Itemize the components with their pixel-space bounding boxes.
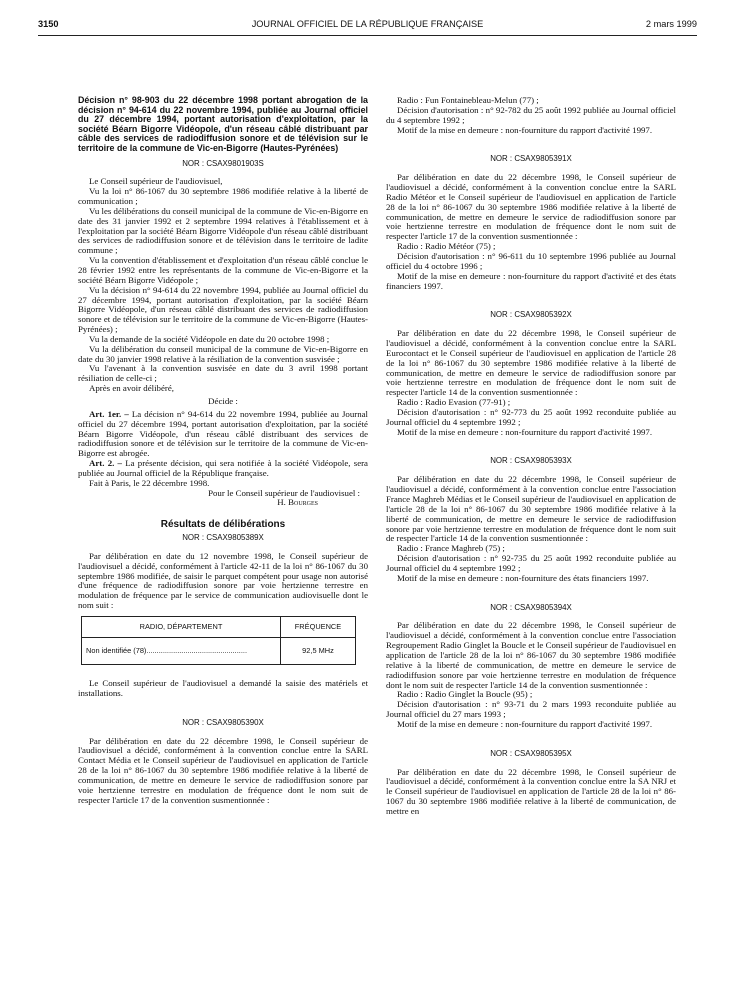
- entry-2-motif: Motif de la mise en demeure : non-fourniture du rapport d'activité 1997.: [397, 426, 653, 437]
- entry-2-body: Par délibération en date du 22 décembre 1998, le Conseil supérieur de l'audiovisuel a décidé, conformément à la convention conclue entre la SARL Eurocontact et le Conseil supérieur de l'audiovisuel en application de l'article 28 de la loi n° 86-1067 du 30 septembre 1986 modifiée relative à la liberté de communication, de mettre en demeure le service de radiodiffusion sonore par voie hertzienne terrestre en modulation de fréquence dont le nom suit de respecter l'article 14 de la convention susmentionnée :: [386, 328, 676, 398]
- article-1-label: Art. 1er. –: [89, 408, 129, 419]
- issue-date: 2 mars 1999: [645, 19, 697, 29]
- table-cell-frequency: 92,5 MHz: [281, 638, 356, 665]
- visa-7: Vu l'avenant à la convention susvisée en date du 3 avril 1998 portant résiliation de celle-ci ;: [78, 363, 368, 384]
- table-row: [82, 638, 356, 665]
- entry-0-auth: Décision d'autorisation : n° 92-782 du 25 août 1992 publiée au Journal officiel du 4 septembre 1992 ;: [386, 104, 676, 125]
- entry-2-radio: Radio : Radio Evasion (77-91) ;: [397, 397, 511, 408]
- entry-0-nor: NOR : CSAX9805390X: [182, 717, 264, 727]
- table-header-row: [82, 617, 356, 638]
- visa-4: Vu la décision n° 94-614 du 22 novembre 1994, publiée au Journal officiel du 27 décembre 1994, portant autorisation d'exploitation, par la société Béarn Bigorre Vidéopole, d'un réseau câblé distribuant des services de radiodiffusion sonore et de télévision sur le territoire de la commune de Vic-en-Bigorre (Hautes-Pyrénées) ;: [78, 284, 368, 335]
- entry-1-body: Par délibération en date du 22 décembre 1998, le Conseil supérieur de l'audiovisuel a décidé, conformément à la convention conclue entre la SARL Radio Météor et le Conseil supérieur de l'audiovisuel en application de l'article 28 de la loi n° 86-1067 du 30 septembre 1986 modifiée relative à la liberté de communication, de mettre en demeure le service de radiodiffusion sonore par voie hertzienne terrestre en modulation de fréquence dont le nom suit de respecter l'article 17 de la convention susmentionnée :: [386, 172, 676, 242]
- results-intro: Par délibération en date du 12 novembre 1998, le Conseil supérieur de l'audiovisuel a décidé, conformément à l'article 42-11 de la loi n° 86-1067 du 30 septembre 1986 modifiée, de saisir le parquet compétent pour usage non autorisé d'une fréquence de radiodiffusion sonore par voie hertzienne terrestre en modulation de fréquence par le service de communication audiovisuelle dont le nom suit :: [78, 550, 368, 611]
- entry-3-motif: Motif de la mise en demeure : non-fourniture des états financiers 1997.: [397, 572, 649, 583]
- page-number: 3150: [38, 19, 59, 29]
- visa-3: Vu la convention d'établissement et d'exploitation d'un réseau câblé conclue le 28 février 1992 entre les représentants de la commune de Vic-en-Bigorre et la société Béarn Bigorre Vidéopole ;: [78, 255, 368, 285]
- article-2-text: La présente décision, qui sera notifiée à la société Vidéopole, sera publiée au Journal officiel de la République française.: [78, 458, 368, 478]
- table-cell-radio: Non identifiée (78).................................................: [82, 638, 281, 665]
- entry-4-motif: Motif de la mise en demeure : non-fourniture du rapport d'activité 1997.: [397, 718, 653, 729]
- table-header-frequency: FRÉQUENCE: [281, 617, 356, 638]
- article-2-label: Art. 2. –: [89, 458, 122, 469]
- entry-5-body: Par délibération en date du 22 décembre 1998, le Conseil supérieur de l'audiovisuel a décidé, conformément à la convention conclue entre la SA NRJ et le Conseil supérieur de l'audiovisuel en application de l'article 28 de la loi n° 86-1067 du 30 septembre 1986 modifiée relative à la liberté de communication, de mettre en: [386, 766, 676, 816]
- fait-a-paris: Fait à Paris, le 22 décembre 1998.: [89, 477, 210, 488]
- visa-5: Vu la demande de la société Vidéopole en date du 20 octobre 1998 ;: [89, 333, 330, 344]
- results-nor: NOR : CSAX9805389X: [182, 533, 264, 543]
- entry-2-nor: NOR : CSAX9805392X: [490, 310, 572, 320]
- page-header: [38, 19, 697, 36]
- journal-title: JOURNAL OFFICIEL DE LA RÉPUBLIQUE FRANÇAISE: [251, 19, 484, 29]
- article-1: [78, 410, 368, 459]
- article-2: [78, 459, 368, 479]
- entry-1-auth: Décision d'autorisation : n° 96-611 du 10 septembre 1996 publiée au Journal officiel du 4 octobre 1996 ;: [386, 250, 676, 271]
- article-1-text: La décision n° 94-614 du 22 novembre 1994, publiée au Journal officiel du 27 décembre 1994, portant autorisation d'exploitation, par la société Béarn Bigorre Vidéopole, d'un réseau câblé distribuant des services de radiodiffusion sonore et de télévision sur le territoire de la commune de Vic-en-Bigorre est abrogée.: [78, 408, 369, 459]
- decision-title: Décision n° 98-903 du 22 décembre 1998 portant abrogation de la décision n° 94-614 du 22 novembre 1994, publiée au Journal officiel du 27 décembre 1994, portant autorisation d'exploitation, par la société Béarn Bigorre Vidéopole, d'un réseau câblé distribuant par câble des services de radiodiffusion sonore et de télévision sur le territoire de la commune de Vic-en-Bigorre (Hautes-Pyrénées): [78, 95, 368, 153]
- entry-0-motif: Motif de la mise en demeure : non-fourniture du rapport d'activité 1997.: [397, 124, 653, 135]
- table-header-radio: RADIO, DÉPARTEMENT: [82, 617, 281, 638]
- entry-5-nor: NOR : CSAX9805395X: [490, 748, 572, 758]
- entry-2-auth: Décision d'autorisation : n° 92-773 du 25 août 1992 reconduite publiée au Journal officiel du 4 septembre 1992 ;: [386, 406, 676, 427]
- left-column: [78, 96, 368, 805]
- entry-1-nor: NOR : CSAX9805391X: [490, 154, 572, 164]
- signature-name: H. Bourges: [277, 497, 318, 508]
- entry-4-auth: Décision d'autorisation : n° 93-71 du 2 mars 1993 reconduite publiée au Journal officiel du 27 mars 1993 ;: [386, 699, 676, 720]
- signature-line: Pour le Conseil supérieur de l'audiovisuel :: [208, 487, 360, 498]
- entry-4-radio: Radio : Radio Ginglet la Boucle (95) ;: [397, 689, 533, 700]
- entry-3-body: Par délibération en date du 22 décembre 1998, le Conseil supérieur de l'audiovisuel a décidé, conformément à la convention conclue entre l'association France Maghreb Médias et le Conseil supérieur de l'audiovisuel en application de l'article 28 de la loi n° 86-1067 du 30 septembre 1986 modifiée relative à la liberté de communication, de mettre en demeure le service de radiodiffusion sonore par voie hertzienne terrestre en modulation de fréquence dont le nom suit de respecter l'article 14 de la convention susmentionnée :: [386, 474, 676, 544]
- entry-0-body: Par délibération en date du 22 décembre 1998, le Conseil supérieur de l'audiovisuel a décidé, conformément à la convention conclue entre la SARL Contact Média et le Conseil supérieur de l'audiovisuel en application de l'article 28 de la loi n° 86-1067 du 30 septembre 1986 modifiée relative à la liberté de communication, de mettre en demeure le service de radiodiffusion sonore par voie hertzienne terrestre en modulation de fréquence dont le nom suit de respecter l'article 17 de la convention susmentionnée :: [78, 735, 368, 805]
- visa-2: Vu les délibérations du conseil municipal de la commune de Vic-en-Bigorre en date des 31 janvier 1992 et 2 septembre 1994 relatives à l'établissement et à l'exploitation par la société Béarn Bigorre Vidéopole d'un réseau câblé distribuant des services de radiodiffusion sonore et de télévision dans le territoire de ladite commune ;: [78, 205, 368, 256]
- entry-1-radio: Radio : Radio Météor (75) ;: [397, 241, 496, 252]
- decision-nor: NOR : CSAX9801903S: [182, 158, 264, 168]
- entry-3-nor: NOR : CSAX9805393X: [490, 456, 572, 466]
- entry-1-motif: Motif de la mise en demeure : non-fourniture du rapport d'activité et des états financiers 1997.: [386, 270, 676, 291]
- visa-0: Le Conseil supérieur de l'audiovisuel,: [89, 176, 223, 187]
- entry-3-auth: Décision d'autorisation : n° 92-735 du 25 août 1992 reconduite publiée au Journal officiel du 4 septembre 1992 ;: [386, 553, 676, 573]
- visa-1: Vu la loi n° 86-1067 du 30 septembre 1986 modifiée relative à la liberté de communication ;: [78, 186, 368, 207]
- visa-6: Vu la délibération du conseil municipal de la commune de Vic-en-Bigorre en date du 30 janvier 1998 relative à la résiliation de la convention susvisée ;: [78, 343, 368, 364]
- results-title: Résultats de délibérations: [160, 519, 286, 531]
- decide-heading: Décide :: [208, 395, 238, 406]
- frequency-table: [81, 616, 356, 665]
- entry-0-radio: Radio : Fun Fontainebleau-Melun (77) ;: [397, 95, 539, 105]
- after-table-text: Le Conseil supérieur de l'audiovisuel a demandé la saisie des matériels et installations.: [78, 678, 368, 698]
- entry-4-body: Par délibération en date du 22 décembre 1998, le Conseil supérieur de l'audiovisuel a décidé, conformément à la convention conclue entre l'association Regroupement Radio Ginglet la Boucle et le Conseil supérieur de l'audiovisuel en application de l'article 28 de la loi n° 86-1067 du 30 septembre 1986 modifiée relative à la liberté de communication, de mettre en demeure le service de radiodiffusion sonore par voie hertzienne terrestre en modulation de fréquence dont le nom suit de respecter l'article 14 de la convention susmentionnée :: [386, 620, 676, 690]
- entry-3-radio: Radio : France Maghreb (75) ;: [397, 543, 505, 554]
- visa-8: Après en avoir délibéré,: [89, 383, 174, 394]
- entry-4-nor: NOR : CSAX9805394X: [490, 602, 572, 612]
- right-column: [386, 96, 676, 817]
